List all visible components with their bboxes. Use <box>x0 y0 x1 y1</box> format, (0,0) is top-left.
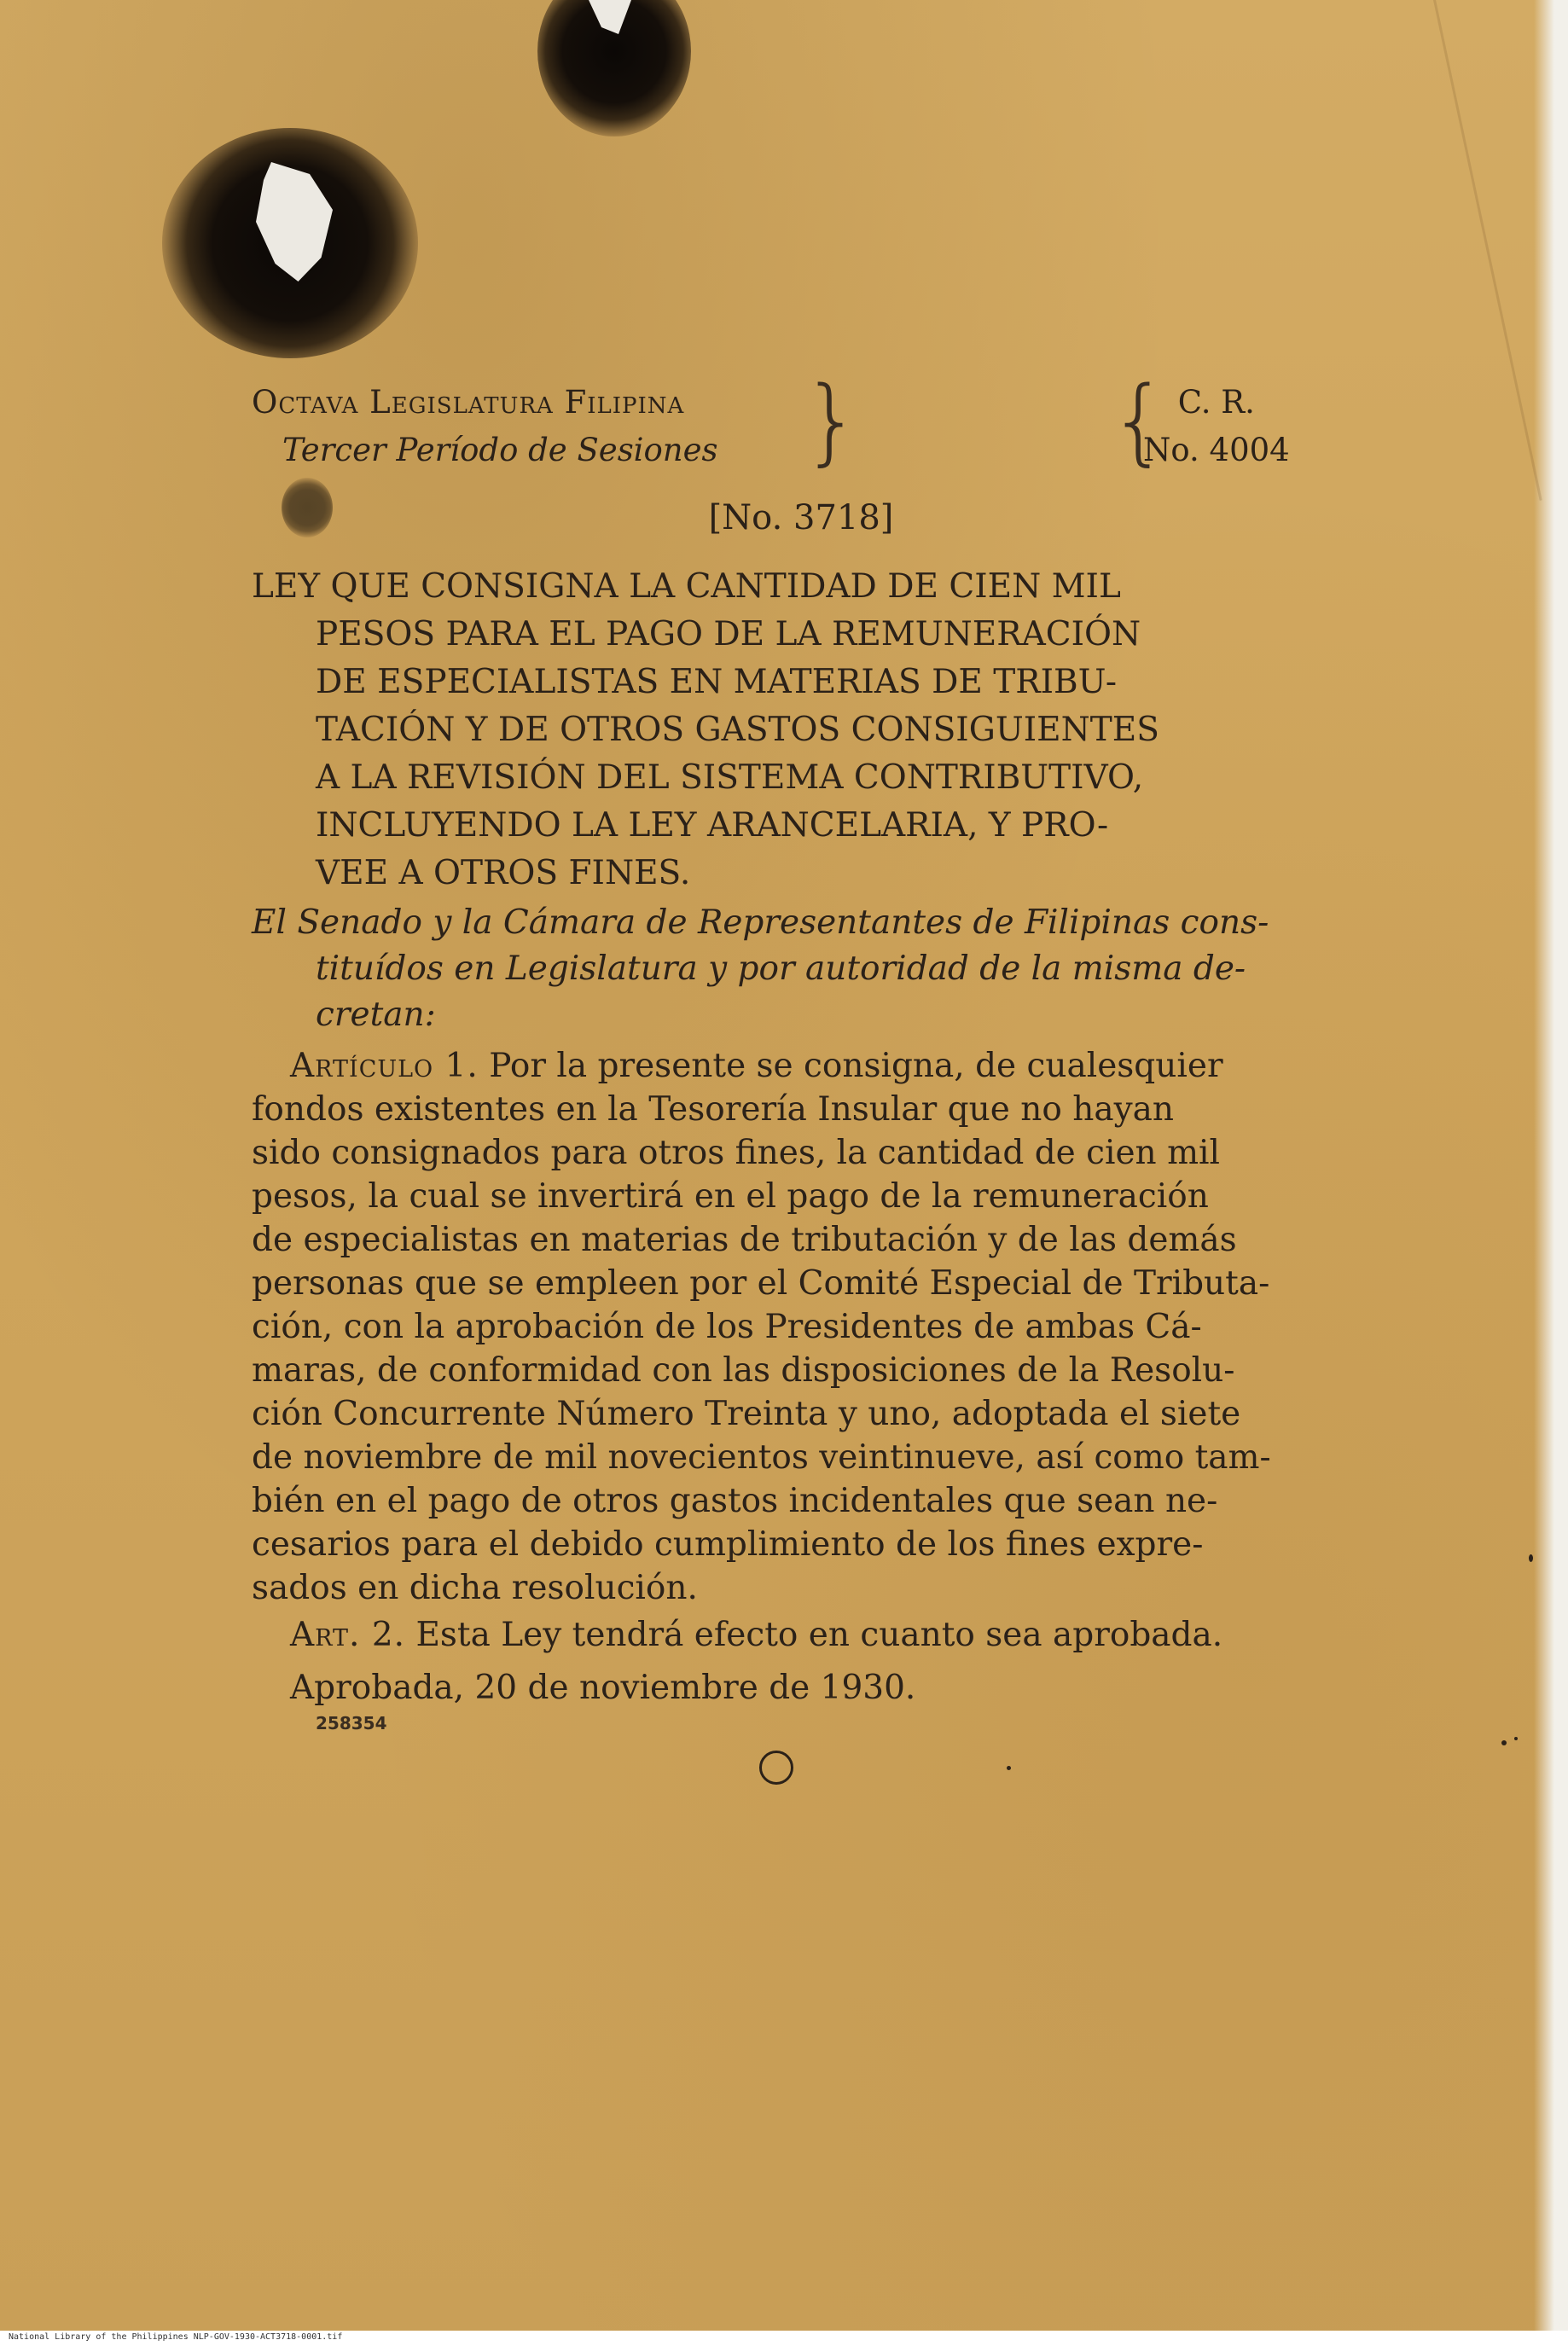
article-1-line: ción, con la aprobación de los Presidentes de ambas Cá- <box>252 1308 1202 1346</box>
title-line: TACIÓN Y DE OTROS GASTOS CONSIGUIENTES <box>316 711 1159 749</box>
article-1-line: fondos existentes en la Tesorería Insular que no hayan <box>252 1090 1174 1129</box>
article-1-line: de especialistas en materias de tributación y de las demás <box>252 1221 1237 1259</box>
article-1-line: sados en dicha resolución. <box>252 1569 698 1607</box>
left-brace-glyph: { <box>1109 366 1169 475</box>
ink-speck <box>1514 1737 1518 1740</box>
title-line: PESOS PARA EL PAGO DE LA REMUNERACIÓN <box>316 615 1141 653</box>
article-1-label: Artículo 1. <box>290 1047 479 1085</box>
legislature-header <box>252 379 718 474</box>
article-1-line: de noviembre de mil novecientos veintinueve, así como tam- <box>252 1438 1271 1477</box>
circle-ornament-icon <box>759 1751 793 1785</box>
enacting-line: cretan: <box>316 996 436 1034</box>
print-code: 258354 <box>316 1713 387 1733</box>
article-1-line: maras, de conformidad con las disposiciones de la Resolu- <box>252 1351 1235 1390</box>
right-brace-glyph: } <box>802 366 862 475</box>
cr-number: No. 4004 <box>1143 432 1290 468</box>
cr-header <box>1143 379 1290 474</box>
approval-date: Aprobada, 20 de noviembre de 1930. <box>290 1669 916 1707</box>
article-1-line: cesarios para el debido cumplimiento de los fines expre- <box>252 1525 1204 1564</box>
title-line: LEY QUE CONSIGNA LA CANTIDAD DE CIEN MIL <box>252 567 1121 606</box>
page-edge <box>1534 0 1568 2346</box>
ink-speck <box>1529 1554 1533 1562</box>
legislature-name: Octava Legislatura Filipina <box>252 384 685 421</box>
title-line: INCLUYENDO LA LEY ARANCELARIA, Y PRO- <box>316 806 1109 845</box>
article-1-line: personas que se empleen por el Comité Especial de Tributa- <box>252 1264 1270 1303</box>
article-1-first-line <box>252 1044 1314 1088</box>
act-title <box>252 563 1310 897</box>
cr-label: C. R. <box>1177 384 1255 421</box>
bill-number: [No. 3718] <box>708 498 894 537</box>
article-1 <box>252 1044 1314 1610</box>
article-2 <box>290 1612 1222 1658</box>
ink-speck <box>1501 1740 1507 1745</box>
scan-footer-text: National Library of the Philippines NLP-GOV-1930-ACT3718-0001.tif <box>9 2332 343 2342</box>
article-1-line: Por la presente se consigna, de cualesquier <box>489 1047 1223 1085</box>
enacting-clause <box>252 900 1310 1038</box>
enacting-line: tituídos en Legislatura y por autoridad de la misma de- <box>316 949 1246 988</box>
title-line: VEE A OTROS FINES. <box>316 854 691 892</box>
article-1-line: ción Concurrente Número Treinta y uno, adoptada el siete <box>252 1395 1241 1433</box>
article-1-line: sido consignados para otros fines, la cantidad de cien mil <box>252 1134 1220 1172</box>
title-line: A LA REVISIÓN DEL SISTEMA CONTRIBUTIVO, <box>316 758 1144 797</box>
article-1-line: bién en el pago de otros gastos incidentales que sean ne- <box>252 1482 1218 1520</box>
ink-speck <box>1007 1766 1011 1770</box>
article-1-line: pesos, la cual se invertirá en el pago de la remuneración <box>252 1177 1209 1216</box>
article-2-text: Esta Ley tendrá efecto en cuanto sea aprobada. <box>415 1616 1223 1654</box>
paper-fold <box>1433 0 1542 501</box>
session-name: Tercer Período de Sesiones <box>282 432 718 468</box>
article-2-label: Art. 2. <box>290 1616 406 1654</box>
title-line: DE ESPECIALISTAS EN MATERIAS DE TRIBU- <box>316 663 1118 701</box>
enacting-line: El Senado y la Cámara de Representantes de Filipinas cons- <box>252 903 1269 942</box>
